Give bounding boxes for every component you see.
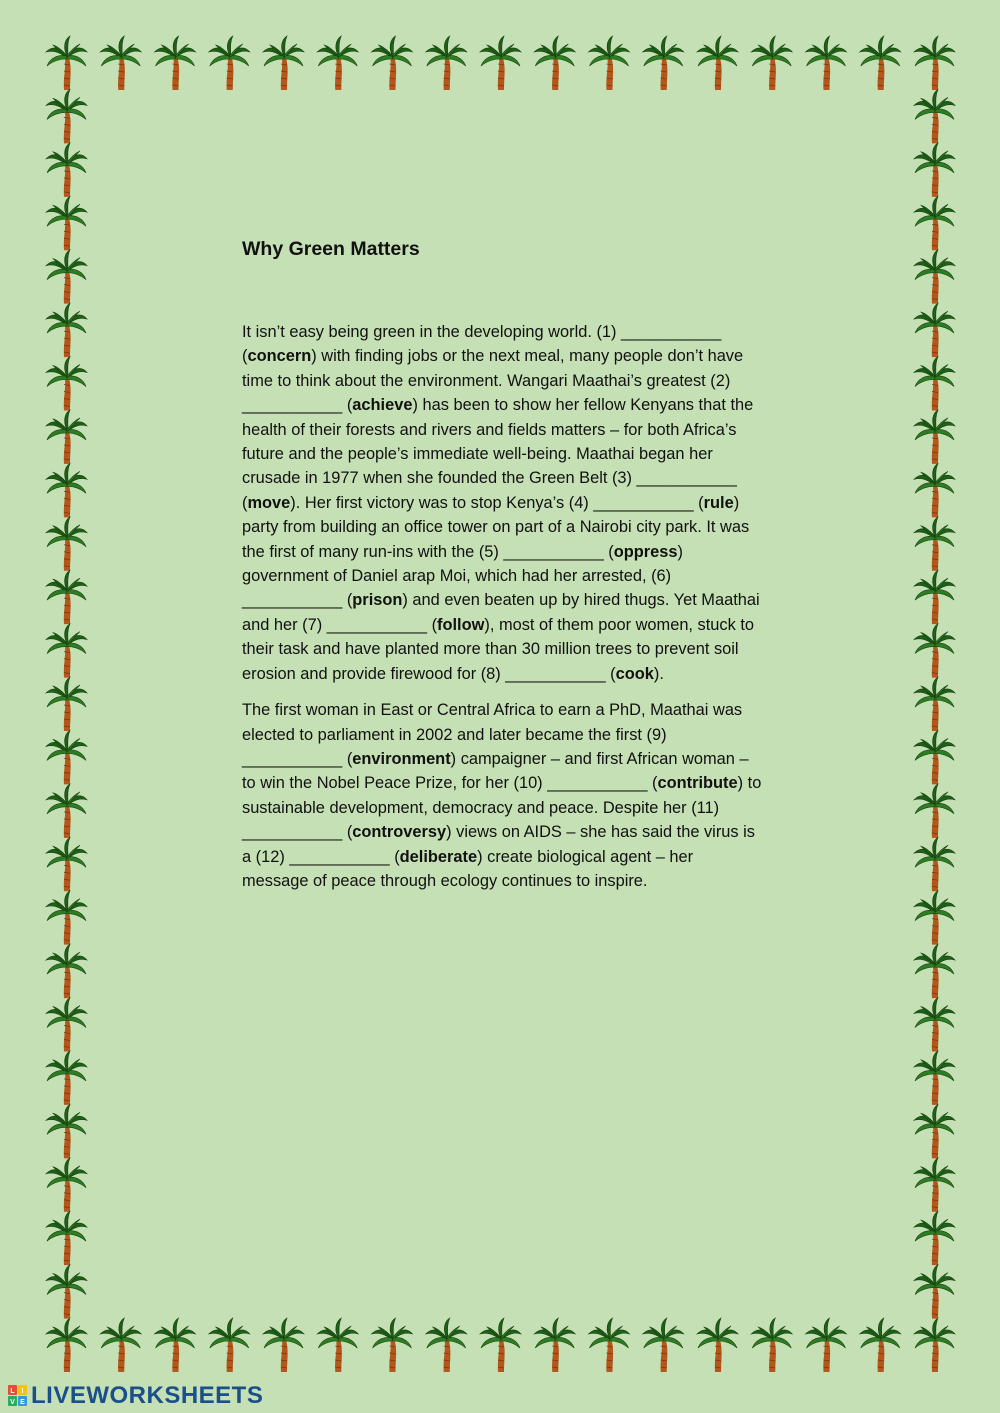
palm-tree-icon	[46, 303, 87, 357]
palm-tree-icon	[46, 1211, 87, 1265]
palm-tree-icon	[46, 1265, 87, 1319]
word-prompt: controversy	[352, 823, 447, 842]
palm-tree-icon	[480, 1318, 521, 1372]
paragraph-text: , most of them poor women, stuck to their task and have planted more than 30 million trees to prevent soil erosion and provide firewood for (8) ___________	[242, 615, 755, 683]
palm-tree-icon	[46, 1318, 87, 1372]
palm-tree-icon	[155, 1318, 196, 1372]
word-prompt: environment	[352, 749, 451, 768]
logo-text: LIVEWORKSHEETS	[31, 1382, 264, 1409]
palm-tree-icon	[46, 357, 87, 411]
paragraph-text: views on AIDS – she has said the virus is a (12) ___________	[242, 823, 755, 866]
word-prompt: prison	[352, 591, 403, 610]
palm-tree-icon	[914, 303, 955, 357]
palm-tree-icon	[751, 1318, 792, 1372]
palm-tree-icon	[860, 36, 901, 90]
palm-tree-icon	[914, 1318, 955, 1372]
word-prompt: cook	[615, 664, 654, 683]
paragraph-text: It isn’t easy being green in the developing world. (1) ___________	[242, 323, 722, 341]
text-body	[242, 320, 762, 893]
palm-tree-icon	[914, 1051, 955, 1105]
palm-tree-icon	[46, 196, 87, 250]
word-prompt: achieve	[352, 396, 413, 415]
palm-tree-icon	[589, 1318, 630, 1372]
palm-tree-icon	[697, 36, 738, 90]
palm-tree-icon	[914, 143, 955, 197]
palm-tree-icon	[697, 1318, 738, 1372]
palm-tree-icon	[914, 250, 955, 304]
logo-badge-letter: V	[10, 1399, 15, 1406]
palm-tree-icon	[480, 36, 521, 90]
word-prompt: move	[247, 493, 291, 512]
paragraph-text: to sustainable development, democracy and peace. Despite her (11) ___________	[242, 774, 762, 842]
paragraph-text: The first woman in East or Central Africa to earn a PhD, Maathai was elected to parliament in 2002 and later became the first (9) ___________	[242, 701, 743, 768]
worksheet-content	[242, 236, 762, 905]
palm-tree-icon	[914, 624, 955, 678]
palm-tree-icon	[589, 36, 630, 90]
palm-tree-icon	[914, 570, 955, 624]
palm-tree-icon	[426, 1318, 467, 1372]
liveworksheets-logo[interactable]	[8, 1382, 263, 1410]
paragraph: The first woman in East or Central Africa to earn a PhD, Maathai was elected to parliament in 2002 and later became the first (9) ___________ (environment) campaigner – and first African woman – to win the Nobel Peace Prize, for her (10) ___________ (contribute) to sustainable development, democracy and peace. Despite her (11) ___________ (controversy) views on AIDS – she has said the virus is a (12) ___________ (deliberate) create biological agent – her message of peace through ecology continues to inspire.	[242, 701, 762, 890]
palm-tree-icon	[46, 1051, 87, 1105]
palm-tree-icon	[46, 143, 87, 197]
palm-tree-icon	[914, 677, 955, 731]
paragraph-text: campaigner – and first African woman – to win the Nobel Peace Prize, for her (10) ___________	[242, 749, 749, 793]
palm-tree-icon	[317, 1318, 358, 1372]
paragraph-text: . Her first victory was to stop Kenya’s (4) ___________	[295, 493, 699, 512]
palm-tree-icon	[914, 357, 955, 411]
palm-tree-icon	[46, 570, 87, 624]
palm-tree-icon	[806, 1318, 847, 1372]
paragraph-text: with finding jobs or the next meal, many people don’t have time to think about the environment. Wangari Maathai’s greatest (2) ___________	[242, 347, 744, 415]
palm-tree-icon	[914, 730, 955, 784]
palm-tree-icon	[155, 36, 196, 90]
page-title: Why Green Matters	[242, 238, 420, 260]
paragraph: It isn’t easy being green in the developing world. (1) ___________ (concern) with finding jobs or the next meal, many people don’t have time to think about the environment. Wangari Maathai’s greatest (2) ___________ (achieve) has been to show her fellow Kenyans that the health of their forests and rivers and fields matters – for both Africa’s future and the people’s immediate well-being. Maathai began her crusade in 1977 when she founded the Green Belt (3) ___________ (move). Her first victory was to stop Kenya’s (4) ___________ (rule) party from building an office tower on part of a Nairobi city park. It was the first of many run-ins with the (5) ___________ (oppress) government of Daniel arap Moi, which had her arrested, (6) ___________ (prison) and even beaten up by hired thugs. Yet Maathai and her (7) ___________ (follow), most of them poor women, stuck to their task and have planted more than 30 million trees to prevent soil erosion and provide firewood for (8) ___________ (cook).	[242, 323, 760, 683]
palm-tree-icon	[263, 1318, 304, 1372]
palm-tree-icon	[426, 36, 467, 90]
palm-tree-icon	[914, 1104, 955, 1158]
palm-tree-icon	[317, 36, 358, 90]
palm-tree-icon	[914, 463, 955, 517]
palm-tree-icon	[914, 784, 955, 838]
palm-tree-icon	[46, 1158, 87, 1212]
palm-tree-icon	[372, 36, 413, 90]
palm-tree-icon	[46, 677, 87, 731]
palm-tree-icon	[643, 36, 684, 90]
palm-tree-icon	[209, 1318, 250, 1372]
palm-tree-icon	[914, 196, 955, 250]
palm-tree-icon	[100, 1318, 141, 1372]
word-prompt: concern	[247, 347, 312, 366]
palm-tree-icon	[46, 944, 87, 998]
palm-tree-icon	[46, 784, 87, 838]
palm-tree-icon	[914, 517, 955, 571]
palm-tree-icon	[914, 837, 955, 891]
paragraph-text: party from building an office tower on part of a Nairobi city park. It was the first of many run-ins with the (5) ___________	[242, 518, 750, 561]
palm-tree-icon	[46, 624, 87, 678]
palm-tree-icon	[751, 36, 792, 90]
logo-badge-letter: E	[20, 1399, 25, 1406]
palm-tree-icon	[209, 36, 250, 90]
palm-tree-icon	[263, 36, 304, 90]
palm-tree-icon	[100, 36, 141, 90]
palm-tree-icon	[914, 998, 955, 1052]
paragraph-text: has been to show her fellow Kenyans that the health of their forests and rivers and fields matters – for both Africa’s future and the people’s immediate well-being. Maathai began her crusade in 1977 when she founded the Green Belt (3) ___________	[242, 396, 754, 488]
palm-tree-icon	[914, 1265, 955, 1319]
palm-tree-icon	[46, 837, 87, 891]
palm-tree-icon	[46, 89, 87, 143]
palm-tree-icon	[46, 1104, 87, 1158]
palm-tree-icon	[914, 891, 955, 945]
palm-tree-icon	[643, 1318, 684, 1372]
palm-tree-icon	[914, 1158, 955, 1212]
palm-tree-icon	[914, 410, 955, 464]
palm-tree-icon	[534, 36, 575, 90]
palm-tree-icon	[46, 730, 87, 784]
word-prompt: oppress	[613, 542, 678, 561]
palm-tree-icon	[46, 517, 87, 571]
palm-tree-icon	[46, 250, 87, 304]
paragraph-text: create biological agent – her message of peace through ecology continues to inspire.	[242, 847, 694, 890]
palm-tree-icon	[372, 1318, 413, 1372]
word-prompt: deliberate	[399, 847, 478, 866]
palm-tree-icon	[534, 1318, 575, 1372]
palm-tree-icon	[46, 410, 87, 464]
palm-tree-icon	[914, 89, 955, 143]
logo-badge-letter: L	[10, 1388, 15, 1395]
liveworksheets-logo-icon	[8, 1385, 28, 1407]
paragraph-text: and even beaten up by hired thugs. Yet Maathai and her (7) ___________	[242, 591, 760, 634]
palm-tree-icon	[860, 1318, 901, 1372]
palm-tree-icon	[914, 1211, 955, 1265]
palm-tree-icon	[46, 463, 87, 517]
palm-tree-icon	[806, 36, 847, 90]
palm-tree-icon	[46, 998, 87, 1052]
word-prompt: contribute	[657, 774, 738, 793]
paragraph-text: .	[659, 664, 664, 683]
palm-tree-icon	[46, 36, 87, 90]
palm-tree-icon	[46, 891, 87, 945]
word-prompt: follow	[437, 615, 485, 634]
palm-tree-icon	[914, 944, 955, 998]
word-prompt: rule	[703, 493, 734, 512]
paragraph-text: government of Daniel arap Moi, which had her arrested, (6) ___________	[242, 567, 672, 610]
logo-badge-letter: I	[21, 1388, 24, 1395]
palm-tree-icon	[914, 36, 955, 90]
